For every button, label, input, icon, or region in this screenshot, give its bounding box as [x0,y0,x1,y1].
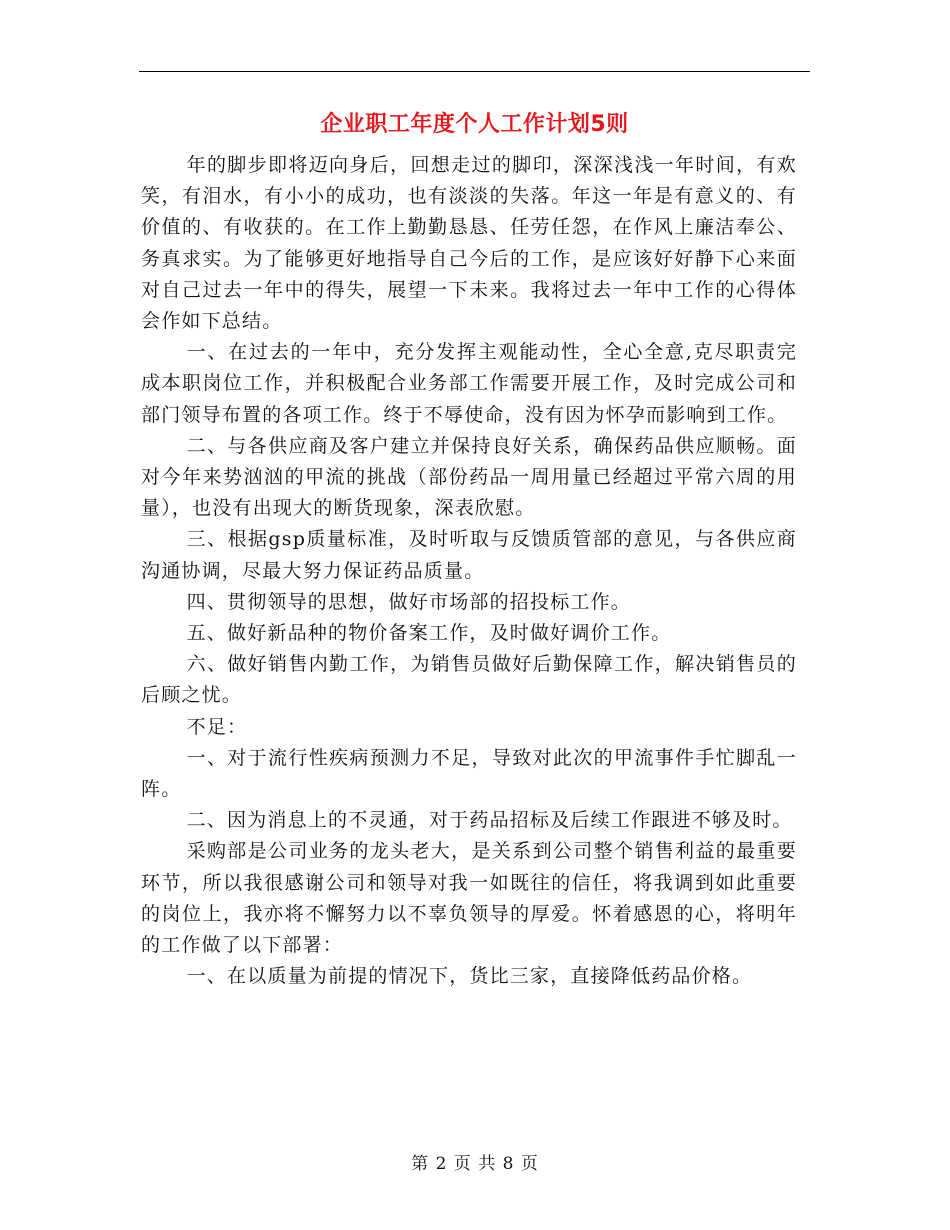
paragraph-item-3: 三、根据gsp质量标准，及时听取与反馈质管部的意见，与各供应商沟通协调，尽最大努力保证药品质量。 [141,528,797,582]
paragraph-plan-intro: 采购部是公司业务的龙头老大，是关系到公司整个销售利益的最重要环节，所以我很感谢公司和领导对我一如既往的信任，将我调到如此重要的岗位上，我亦将不懈努力以不辜负领导的厚爱。怀着感恩的心，将明年的工作做了以下部署： [141,840,797,957]
header-rule [139,71,810,72]
paragraph-intro: 年的脚步即将迈向身后，回想走过的脚印，深深浅浅一年时间，有欢笑，有泪水，有小小的成功，也有淡淡的失落。年这一年是有意义的、有价值的、有收获的。在工作上勤勤恳恳、任劳任怨，在作风上廉洁奉公、务真求实。为了能够更好地指导自己今后的工作，是应该好好静下心来面对自己过去一年中的得失，展望一下未来。我将过去一年中工作的心得体会作如下总结。 [141,154,797,333]
document-title: 企业职工年度个人工作计划5则 [320,112,629,137]
paragraph-item-4: 四、贯彻领导的思想，做好市场部的招投标工作。 [186,590,631,613]
paragraph-item-5: 五、做好新品种的物价备案工作，及时做好调价工作。 [186,622,672,645]
document-body [141,150,797,992]
paragraph-item-1: 一、在过去的一年中，充分发挥主观能动性，全心全意,克尽职责完成本职岗位工作，并积极配合业务部工作需要开展工作，及时完成公司和部门领导布置的各项工作。终于不辱使命，没有因为怀孕而影响到工作。 [141,341,797,426]
paragraph-plan-1: 一、在以质量为前提的情况下，货比三家，直接降低药品价格。 [186,965,753,988]
page-number-footer: 第 2 页 共 8 页 [411,1154,539,1174]
paragraph-item-2: 二、与各供应商及客户建立并保持良好关系，确保药品供应顺畅。面对今年来势汹汹的甲流的挑战（部份药品一周用量已经超过平常六周的用量），也没有出现大的断货现象，深表欣慰。 [141,434,797,520]
paragraph-shortcomings-heading: 不足： [186,715,248,738]
paragraph-item-6: 六、做好销售内勤工作，为销售员做好后勤保障工作，解决销售员的后顾之忧。 [141,653,797,707]
paragraph-shortcoming-1: 一、对于流行性疾病预测力不足，导致对此次的甲流事件手忙脚乱一阵。 [141,746,797,801]
paragraph-shortcoming-2: 二、因为消息上的不灵通，对于药品招标及后续工作跟进不够及时。 [186,809,793,832]
